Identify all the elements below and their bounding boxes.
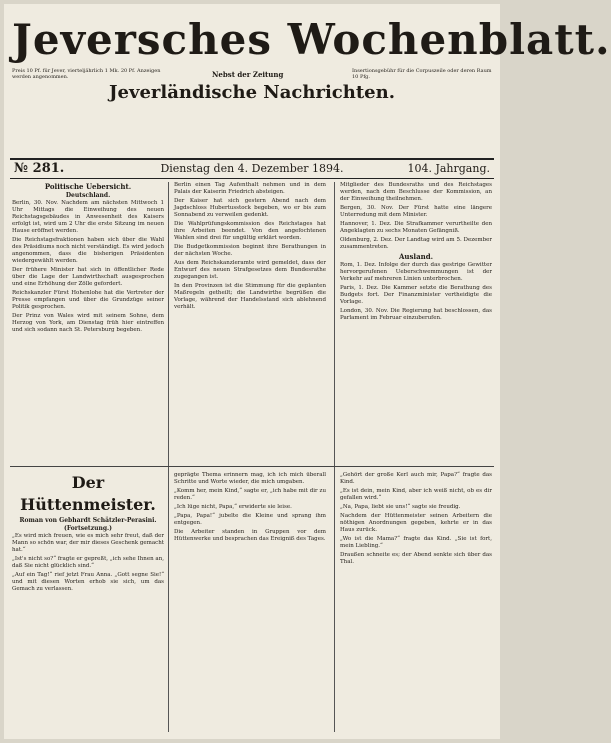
feuilleton-column-2 <box>174 472 326 545</box>
article-paragraph: Die Budgetkommission beginnt ihre Berathungen in der nächsten Woche. <box>174 244 326 257</box>
article-paragraph: Berlin, 30. Nov. Nachdem am nächsten Mittwoch 1 Uhr Mittags die Einweihung des neuen Reichstagsgebäudes in Anwesenheit des Kaisers erfolgt ist, wird um 2 Uhr die erste Sitzung im neuen Hause eröffnet werden. <box>12 200 164 234</box>
feuilleton-paragraph: Die Arbeiter standen in Gruppen vor dem Hüttenwerke und besprachen das Ereigniß des Tages. <box>174 529 326 542</box>
feuilleton-paragraph: „Papa, Papa!“ jubelte die Kleine und sprang ihm entgegen. <box>174 513 326 526</box>
article-paragraph: Die Wahlprüfungskommission des Reichstages hat ihre Arbeiten beendet. Von den angefochtenen Wahlen sind drei für ungültig erklärt worden. <box>174 221 326 241</box>
column-2 <box>174 182 326 313</box>
dateline <box>10 158 494 179</box>
feuilleton-paragraph: geprägte Thema erinnern mag, ich ich mich überall Schritte und Worte wieder, die mich umgaben. <box>174 472 326 485</box>
feuilleton-paragraph: „Ist's nicht so?“ fragte er gepreßt, „ich sehe Ihnen an, daß Sie nicht glücklich sind.“ <box>12 556 164 569</box>
issue-year: 104. Jahrgang. <box>407 162 490 175</box>
newspaper-subtitle: Jeverländische Nachrichten. <box>109 82 395 103</box>
feuilleton-byline: Roman von Gebhardt Schätzler-Perasini. <box>19 517 157 524</box>
section-heading: Politische Uebersicht. <box>44 182 132 191</box>
masthead-right-note: Insertionsgebühr für die Corpuszeile oder deren Raum 10 Pfg. <box>352 68 492 80</box>
feuilleton-column-3 <box>340 472 492 568</box>
article-paragraph: Bergen, 30. Nov. Der Fürst hatte eine längere Unterredung mit dem Minister. <box>340 205 492 218</box>
feuilleton-paragraph: „Komm her, mein Kind,“ sagte er, „ich habe mit dir zu reden.“ <box>174 488 326 501</box>
column-divider <box>334 182 335 732</box>
article-paragraph: Hannover, 1. Dez. Die Strafkammer verurtheilte den Angeklagten zu sechs Monaten Gefängniß. <box>340 221 492 234</box>
article-paragraph: Der frühere Minister hat sich in öffentlicher Rede über die Lage der Landwirthschaft ausgesprochen und eine Erhöhung der Zölle gefordert. <box>12 267 164 287</box>
masthead-middle-note: Nebst der Zeitung <box>212 70 284 79</box>
feuilleton-paragraph: „Es ist dein, mein Kind, aber ich weiß nicht, ob es dir gefallen wird.“ <box>340 488 492 501</box>
column-divider <box>168 182 169 732</box>
article-paragraph: Aus dem Reichskanzleramte wird gemeldet, dass der Entwurf des neuen Strafgesetzes dem Bundesrathe zugegangen ist. <box>174 260 326 280</box>
feuilleton-column-1 <box>12 472 164 595</box>
feuilleton-paragraph: „Ich lüge nicht, Papa,“ erwiderte sie leise. <box>174 504 292 510</box>
feuilleton-title: Der Hüttenmeister. <box>20 473 156 514</box>
feuilleton-paragraph: „Gehört der große Kerl auch mir, Papa?“ fragte das Kind. <box>340 472 492 485</box>
article-paragraph: Reichskanzler Fürst Hohenlohe hat die Vertreter der Presse empfangen und über die Grundzüge seiner Politik gesprochen. <box>12 290 164 310</box>
article-paragraph: Der Prinz von Wales wird mit seinem Sohne, dem Herzog von York, am Dienstag früh hier eintreffen und sich sodann nach St. Petersburg begeben. <box>12 313 164 333</box>
article-paragraph: Die Reichstagsfraktionen haben sich über die Wahl des Präsidiums noch nicht verständigt. Es wird jedoch angenommen, dass die bisherigen Präsidenten wiedergewählt werden. <box>12 237 164 264</box>
column-3 <box>340 182 492 324</box>
masthead <box>12 10 611 104</box>
issue-date: Dienstag den 4. Dezember 1894. <box>160 162 344 175</box>
section-subheading: Deutschland. <box>65 192 111 199</box>
feuilleton-paragraph: „Na, Papa, liebt sie uns!“ sagte sie freudig. <box>340 504 461 510</box>
article-paragraph: In den Provinzen ist die Stimmung für die geplanten Maßregeln getheilt; die Landwirthe begrüßen die Vorlage, während der Handelsstand sich ablehnend verhält. <box>174 283 326 310</box>
feuilleton-divider <box>10 466 494 467</box>
newspaper-page <box>4 4 611 739</box>
feuilleton-paragraph: „Wo ist die Mama?“ fragte das Kind. „Sie ist fort, mein Liebling.“ <box>340 536 492 549</box>
article-paragraph: Rom, 1. Dez. Infolge der durch das gestrige Gewitter hervorgerufenen Ueberschwemmungen ist der Verkehr auf mehreren Linien unterbrochen. <box>340 262 492 282</box>
article-paragraph: Oldenburg, 2. Dez. Der Landtag wird am 5. Dezember zusammentreten. <box>340 237 492 250</box>
masthead-left-note: Preis 10 Pf. für Jever, vierteljährlich 1 Mk. 20 Pf. Anzeigen werden angenommen. <box>12 68 161 80</box>
article-paragraph: Mitglieder des Bundesraths und des Reichstages werden, nach dem Beschlusse der Kommission, an der Einweihung theilnehmen. <box>340 182 492 202</box>
article-paragraph: London, 30. Nov. Die Regierung hat beschlossen, das Parlament im Februar einzuberufen. <box>340 308 492 321</box>
newspaper-title: Jeversches Wochenblatt. <box>12 15 611 64</box>
feuilleton-paragraph: „Es wird mich freuen, wie es mich sehr freut, daß der Mann so schön war, der mir dieses Geschenk gemacht hat.“ <box>12 533 164 553</box>
feuilleton-paragraph: Nachdem der Hüttenmeister seinen Arbeitern die nöthigen Anordnungen gegeben, kehrte er in das Haus zurück. <box>340 513 492 533</box>
article-paragraph: Paris, 1. Dez. Die Kammer setzte die Berathung des Budgets fort. Der Finanzminister vertheidigte die Vorlage. <box>340 285 492 305</box>
feuilleton-paragraph: „Auf ein Tag!“ rief jetzt Frau Anna. „Gott segne Sie!“ und mit diesen Worten erhob sie sich, um das Gemach zu verlassen. <box>12 572 164 592</box>
feuilleton-continued: (Fortsetzung.) <box>64 525 112 532</box>
issue-number: № 281. <box>14 161 65 176</box>
article-paragraph: Der Kaiser hat sich gestern Abend nach dem Jagdschloss Hubertusstock begeben, wo er bis zum Sonnabend zu verweilen gedenkt. <box>174 198 326 218</box>
section-heading: Ausland. <box>398 252 434 261</box>
column-1 <box>12 182 164 336</box>
feuilleton-paragraph: Draußen schneite es; der Abend senkte sich über das Thal. <box>340 552 492 565</box>
article-paragraph: Berlin einen Tag Aufenthalt nehmen und in dem Palais der Kaiserin Friedrich absteigen. <box>174 182 326 195</box>
